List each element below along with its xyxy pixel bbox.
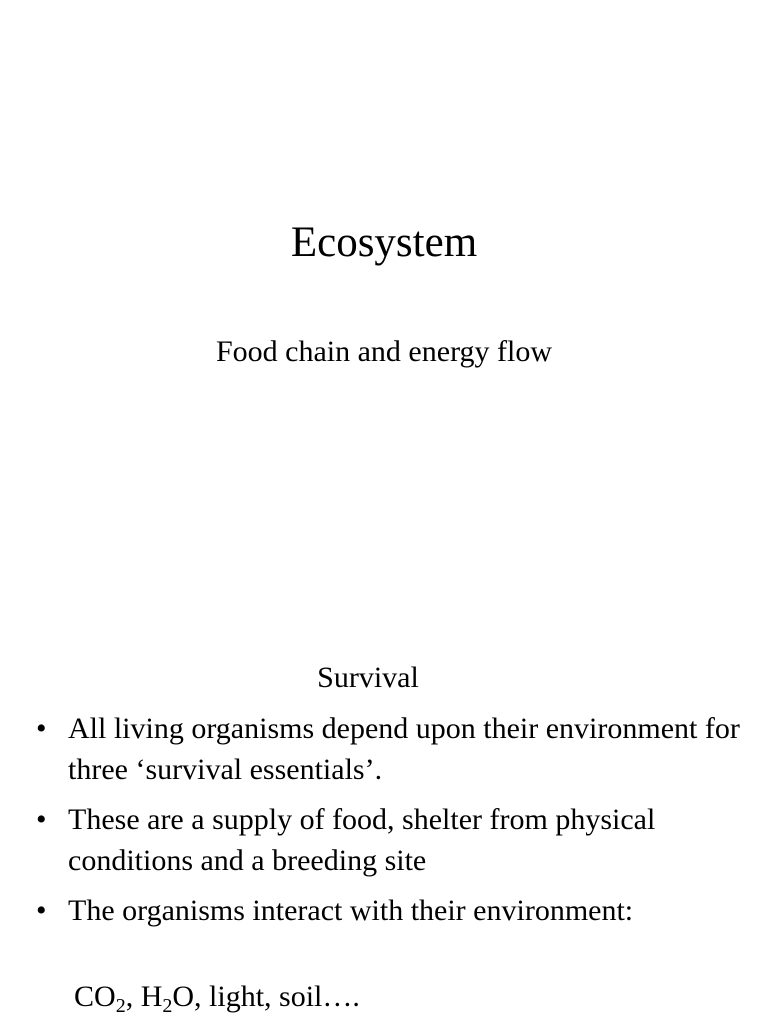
bullet-text: All living organisms depend upon their environment for three ‘survival essentials’. bbox=[68, 712, 740, 786]
bullet-list bbox=[0, 708, 768, 940]
slide-subtitle: Food chain and energy flow bbox=[215, 335, 553, 368]
chemicals-line bbox=[74, 977, 360, 1017]
bullet-item bbox=[0, 708, 768, 790]
survival-heading: Survival bbox=[317, 661, 419, 694]
bullet-icon: • bbox=[36, 894, 47, 927]
chemicals-rest: O, light, soil…. bbox=[172, 980, 360, 1013]
bullet-text: The organisms interact with their environment: bbox=[68, 894, 634, 927]
bullet-item bbox=[0, 890, 768, 931]
slide-title-heading: Ecosystem bbox=[290, 219, 478, 266]
co2-label: CO bbox=[74, 980, 116, 1013]
h2o-subscript: 2 bbox=[162, 995, 173, 1017]
bullet-text: These are a supply of food, shelter from physical conditions and a breeding site bbox=[68, 803, 656, 877]
bullet-item bbox=[0, 799, 768, 881]
co2-subscript: 2 bbox=[115, 995, 126, 1017]
h2o-prefix: , H bbox=[125, 980, 163, 1013]
slide-survival bbox=[0, 512, 768, 1024]
bullet-icon: • bbox=[36, 803, 47, 836]
bullet-icon: • bbox=[36, 712, 47, 745]
